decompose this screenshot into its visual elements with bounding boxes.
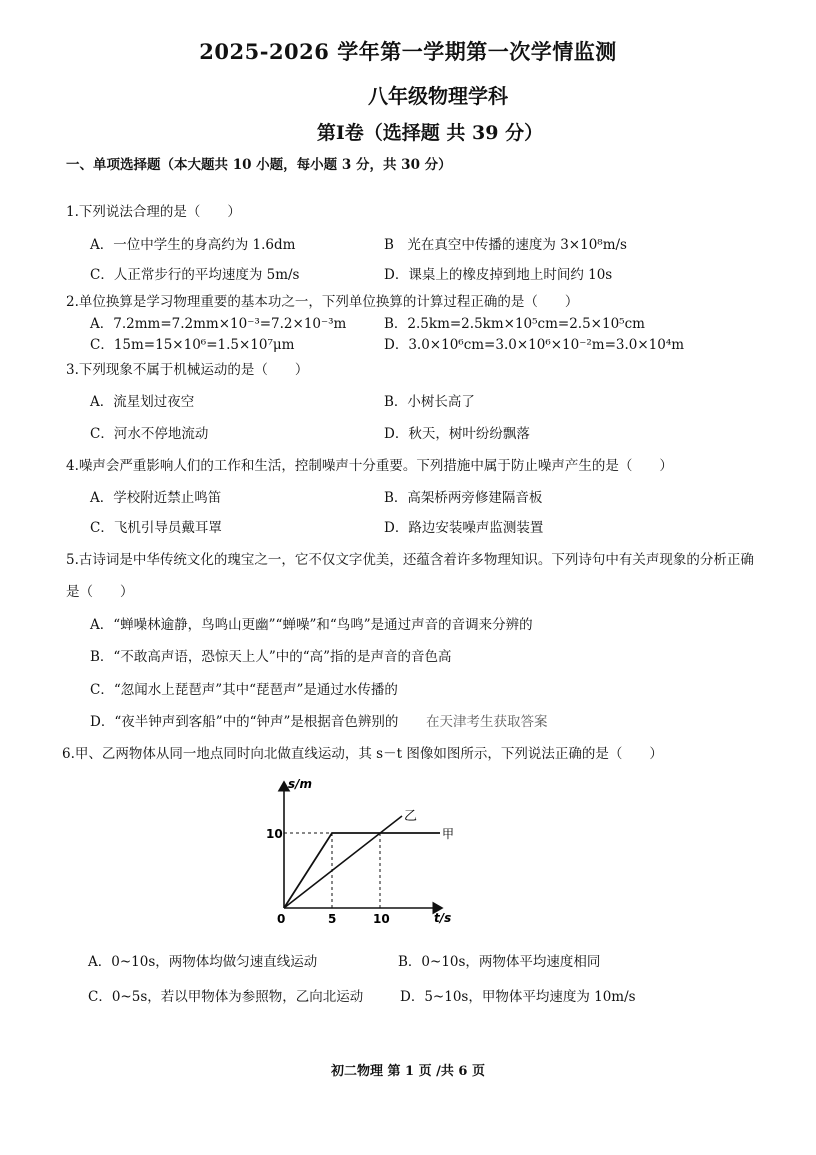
watermark-stamp: 在天津考生获取答案	[426, 714, 548, 730]
question-4-option-a: A．学校附近禁止鸣笛	[90, 490, 222, 506]
question-4-option-d: D．路边安装噪声监测装置	[384, 520, 544, 536]
line-jia	[284, 833, 440, 908]
s-t-graph	[262, 772, 462, 928]
page-footer: 初二物理 第 1 页 /共 6 页	[331, 1064, 485, 1079]
question-4-option-b: B．高架桥两旁修建隔音板	[384, 490, 543, 506]
question-5-option-a: A．“蝉噪林逾静，鸟鸣山更幽”“蝉噪”和“鸟鸣”是通过声音的音调来分辨的	[90, 617, 533, 633]
question-2-stem: 2.单位换算是学习物理重要的基本功之一，下列单位换算的计算过程正确的是（ ）	[66, 294, 579, 310]
question-5-stem-line1: 5.古诗词是中华传统文化的瑰宝之一，它不仅文字优美，还蕴含着许多物理知识。下列诗句中有关声现象的分析正确	[66, 552, 754, 568]
section-heading: 一、单项选择题（本大题共 10 小题，每小题 3 分，共 30 分）	[66, 157, 452, 173]
subject-title: 八年级物理学科	[368, 84, 508, 108]
question-1-option-d: D．课桌上的橡皮掉到地上时间约 10s	[384, 267, 613, 283]
question-3-option-b: B．小树长高了	[384, 394, 475, 410]
origin-label: 0	[277, 912, 286, 926]
question-2-option-a: A．7.2mm=7.2mm×10⁻³=7.2×10⁻³m	[90, 316, 347, 332]
question-6-option-c: C．0~5s，若以甲物体为参照物，乙向北运动	[88, 989, 364, 1005]
x-tick-10: 10	[373, 912, 390, 926]
label-jia: 甲	[442, 827, 455, 841]
question-6-option-a: A．0~10s，两物体均做匀速直线运动	[88, 954, 318, 970]
question-1-option-c: C．人正常步行的平均速度为 5m/s	[90, 267, 300, 283]
question-4-stem: 4.噪声会严重影响人们的工作和生活，控制噪声十分重要。下列措施中属于防止噪声产生的是（ ）	[66, 458, 673, 474]
question-3-option-a: A．流星划过夜空	[90, 394, 195, 410]
question-1-stem: 1.下列说法合理的是（ ）	[66, 204, 241, 220]
question-1-option-a: A．一位中学生的身高约为 1.6dm	[90, 237, 296, 253]
label-yi: 乙	[404, 809, 418, 824]
question-5-option-d: D．“夜半钟声到客船”中的“钟声”是根据音色辨别的	[90, 714, 399, 730]
question-5-option-b: B．“不敢高声语，恐惊天上人”中的“高”指的是声音的音色高	[90, 649, 452, 665]
part-title: 第Ⅰ卷（选择题 共 39 分）	[316, 122, 544, 144]
x-tick-5: 5	[328, 912, 337, 926]
question-6-stem: 6.甲、乙两物体从同一地点同时向北做直线运动，其 s－t 图像如图所示，下列说法正确的是（ ）	[62, 746, 663, 762]
question-1-option-b: B 光在真空中传播的速度为 3×10⁸m/s	[384, 237, 627, 253]
question-4-option-c: C．飞机引导员戴耳罩	[90, 520, 222, 536]
question-2-option-b: B．2.5km=2.5km×10⁵cm=2.5×10⁵cm	[384, 316, 645, 332]
exam-title: 2025-2026 学年第一学期第一次学情监测	[199, 39, 617, 64]
line-yi	[284, 816, 402, 908]
x-axis-label: t/s	[434, 911, 452, 925]
question-6-option-d: D．5~10s，甲物体平均速度为 10m/s	[400, 989, 636, 1005]
y-tick-10: 10	[266, 827, 283, 841]
question-6-option-b: B．0~10s，两物体平均速度相同	[398, 954, 601, 970]
question-3-option-d: D．秋天，树叶纷纷飘落	[384, 426, 530, 442]
question-3-stem: 3.下列现象不属于机械运动的是（ ）	[66, 362, 309, 378]
question-2-option-d: D．3.0×10⁶cm=3.0×10⁶×10⁻²m=3.0×10⁴m	[384, 337, 685, 353]
question-2-option-c: C．15m=15×10⁶=1.5×10⁷μm	[90, 337, 295, 353]
question-5-option-c: C．“忽闻水上琵琶声”其中“琵琶声”是通过水传播的	[90, 682, 398, 698]
question-3-option-c: C．河水不停地流动	[90, 426, 209, 442]
question-5-stem-line2: 是（ ）	[66, 584, 134, 600]
y-axis-label: s/m	[288, 777, 313, 791]
